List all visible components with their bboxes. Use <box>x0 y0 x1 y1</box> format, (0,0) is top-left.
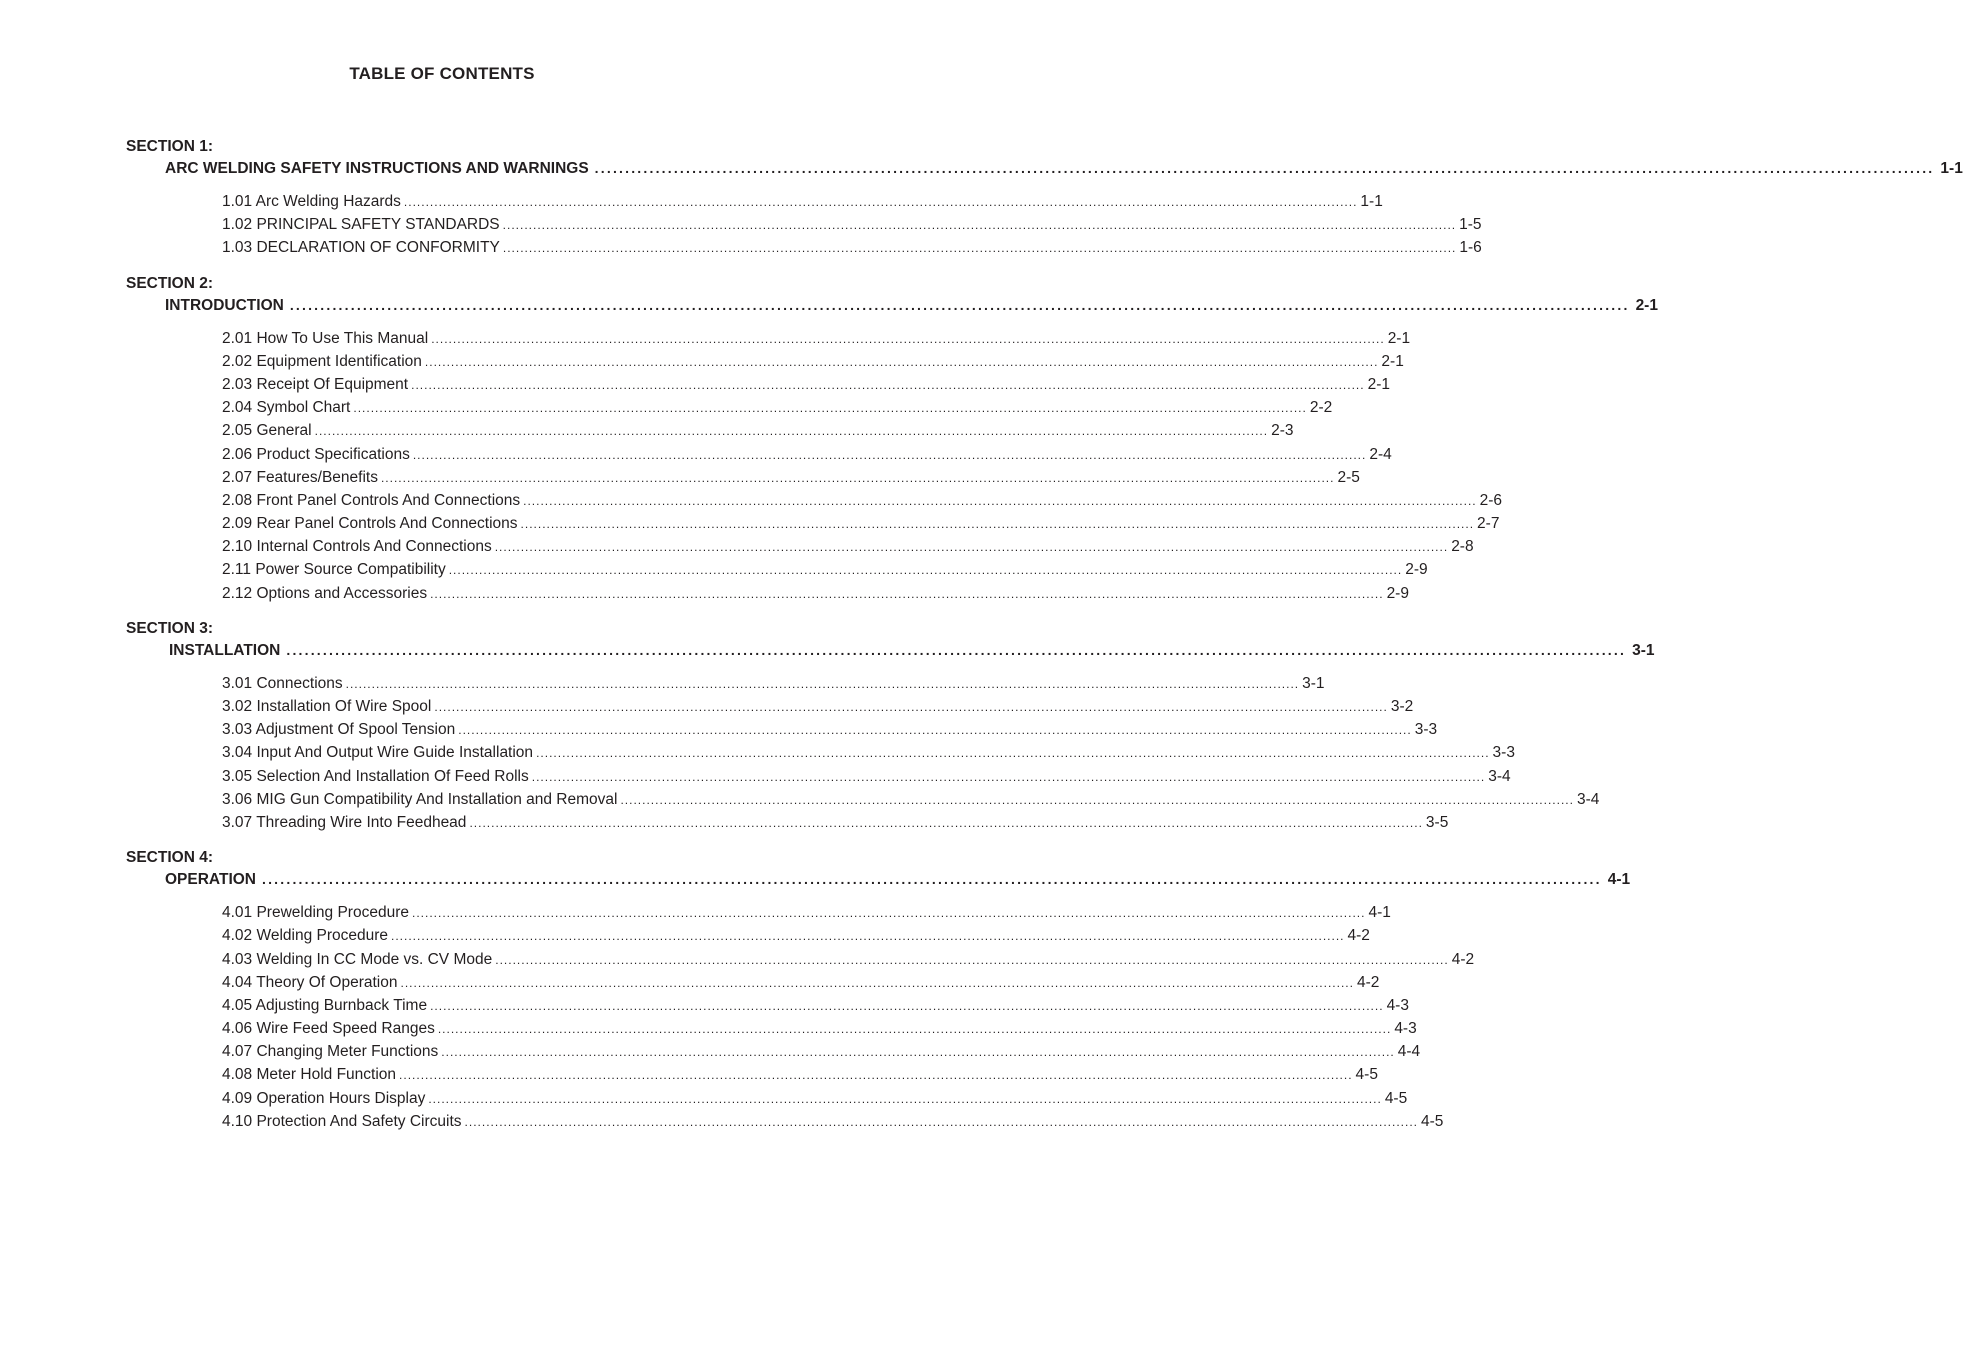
toc-entry[interactable] <box>222 419 1294 442</box>
entry-title: 1.03 DECLARATION OF CONFORMITY <box>222 239 500 257</box>
dot-leader: ............................................................................................................................................................................................................................ <box>494 540 1449 555</box>
dot-leader: ............................................................................................................................................................................................................................ <box>431 331 1385 346</box>
entry-page-number: 2-3 <box>1271 422 1294 440</box>
dot-leader: ............................................................................................................................................................................................................................ <box>286 641 1627 658</box>
entry-page-number: 2-7 <box>1477 515 1500 533</box>
entry-page-number: 2-1 <box>1367 375 1390 393</box>
entry-page-number: 2-9 <box>1405 561 1428 579</box>
toc-entry[interactable] <box>222 373 1390 396</box>
entry-page-number: 2-1 <box>1381 352 1404 370</box>
toc-entry[interactable] <box>222 1110 1444 1133</box>
dot-leader: ............................................................................................................................................................................................................................ <box>502 241 1457 256</box>
toc-entry[interactable] <box>222 396 1333 419</box>
entry-title: 4.08 Meter Hold Function <box>222 1066 397 1084</box>
entry-title: 2.09 Rear Panel Controls And Connections <box>222 515 518 533</box>
section-heading-link[interactable] <box>165 294 1658 316</box>
section-label: SECTION 3: <box>126 619 213 637</box>
toc-entry[interactable] <box>222 1087 1408 1110</box>
entry-page-number: 3-3 <box>1492 744 1515 762</box>
dot-leader: ............................................................................................................................................................................................................................ <box>441 1045 1395 1060</box>
toc-entry[interactable] <box>222 466 1360 489</box>
section-page-number: 2-1 <box>1635 296 1658 314</box>
entry-title: 2.03 Receipt Of Equipment <box>222 375 409 393</box>
section-label: SECTION 1: <box>126 138 213 155</box>
toc-entry[interactable] <box>222 236 1482 259</box>
toc-entry[interactable] <box>222 327 1411 350</box>
entry-title: 3.02 Installation Of Wire Spool <box>222 698 432 715</box>
entry-title: 2.01 How To Use This Manual <box>222 329 429 347</box>
toc-entry[interactable] <box>222 901 1391 924</box>
entry-title: 3.01 Connections <box>222 674 343 692</box>
dot-leader: ............................................................................................................................................................................................................................ <box>380 470 1335 485</box>
toc-entry[interactable] <box>222 971 1380 994</box>
dot-leader: ............................................................................................................................................................................................................................ <box>412 447 1367 462</box>
dot-leader: ............................................................................................................................................................................................................................ <box>523 493 1477 508</box>
toc-entry[interactable] <box>222 1063 1378 1086</box>
section-page-number: 3-1 <box>1632 641 1655 659</box>
dot-leader: ............................................................................................................................................................................................................................ <box>520 517 1475 532</box>
toc-entry[interactable] <box>222 350 1404 373</box>
dot-leader: ............................................................................................................................................................................................................................ <box>469 815 1423 830</box>
toc-entry[interactable] <box>222 443 1392 466</box>
entry-page-number: 4-5 <box>1421 1112 1444 1130</box>
entry-page-number: 3-3 <box>1414 721 1438 739</box>
toc-section <box>126 618 1655 834</box>
dot-leader: ............................................................................................................................................................................................................................ <box>411 906 1366 921</box>
entry-title: 2.05 General <box>222 422 312 440</box>
toc-section <box>126 273 1658 605</box>
entry-page-number: 2-4 <box>1369 445 1392 463</box>
entry-page-number: 2-2 <box>1309 399 1333 417</box>
entry-page-number: 2-6 <box>1479 491 1503 509</box>
toc-entry[interactable] <box>222 582 1409 605</box>
entry-page-number: 3-1 <box>1302 674 1325 692</box>
entry-page-number: 4-3 <box>1394 1020 1417 1038</box>
toc-entry[interactable] <box>222 190 1383 213</box>
entry-title: 3.04 Input And Output Wire Guide Installation <box>222 744 534 762</box>
dot-leader: ............................................................................................................................................................................................................................ <box>430 586 1384 601</box>
toc-entry[interactable] <box>222 535 1474 558</box>
entry-page-number: 2-5 <box>1337 468 1360 486</box>
entry-title: 4.09 Operation Hours Display <box>222 1089 426 1107</box>
toc-section <box>126 847 1631 1133</box>
dot-leader: ............................................................................................................................................................................................................................ <box>403 195 1358 209</box>
toc-entry[interactable] <box>222 924 1370 947</box>
entry-title: 4.04 Theory Of Operation <box>222 973 398 991</box>
entry-title: 2.10 Internal Controls And Connections <box>222 538 492 556</box>
dot-leader: ............................................................................................................................................................................................................................ <box>448 563 1403 578</box>
toc-entry[interactable] <box>222 558 1428 581</box>
dot-leader: ............................................................................................................................................................................................................................ <box>399 1068 1353 1083</box>
entry-title: 2.12 Options and Accessories <box>222 584 428 602</box>
toc-entry[interactable] <box>222 765 1511 788</box>
toc-entry[interactable] <box>222 1017 1417 1040</box>
entry-page-number: 3-2 <box>1390 698 1414 715</box>
entry-title: 3.06 MIG Gun Compatibility And Installation and Removal <box>222 790 618 808</box>
entry-page-number: 1-1 <box>1360 193 1383 210</box>
section-page-number: 1-1 <box>1940 160 1963 177</box>
entry-title: 1.01 Arc Welding Hazards <box>222 193 401 210</box>
entry-title: 2.06 Product Specifications <box>222 445 410 463</box>
entry-page-number: 4-4 <box>1397 1043 1421 1061</box>
dot-leader: ............................................................................................................................................................................................................................ <box>437 1022 1392 1037</box>
entry-title: 2.08 Front Panel Controls And Connections <box>222 491 521 509</box>
dot-leader: ............................................................................................................................................................................................................................ <box>391 929 1345 944</box>
dot-leader: ............................................................................................................................................................................................................................ <box>314 424 1269 439</box>
section-heading-link[interactable] <box>165 157 1963 179</box>
dot-leader: ............................................................................................................................................................................................................................ <box>424 354 1379 369</box>
entry-page-number: 4-5 <box>1355 1066 1378 1084</box>
entry-title: 2.04 Symbol Chart <box>222 399 351 417</box>
entry-page-number: 2-8 <box>1451 538 1474 556</box>
toc-entry[interactable] <box>222 948 1475 971</box>
dot-leader: ............................................................................................................................................................................................................................ <box>400 975 1354 990</box>
dot-leader: ............................................................................................................................................................................................................................ <box>345 676 1300 691</box>
section-heading-link[interactable] <box>165 868 1631 890</box>
dot-leader: ............................................................................................................................................................................................................................ <box>620 792 1574 807</box>
toc-entry[interactable] <box>222 741 1515 764</box>
entry-title: 2.02 Equipment Identification <box>222 352 422 370</box>
entry-title: 4.05 Adjusting Burnback Time <box>222 996 428 1014</box>
entry-page-number: 4-2 <box>1347 927 1370 945</box>
entry-title: 4.07 Changing Meter Functions <box>222 1043 439 1061</box>
entry-page-number: 1-5 <box>1459 216 1482 234</box>
toc-entry[interactable] <box>222 788 1600 811</box>
toc-entry[interactable] <box>222 1040 1421 1063</box>
dot-leader: ............................................................................................................................................................................................................................ <box>495 952 1449 967</box>
entry-page-number: 4-1 <box>1368 904 1391 922</box>
section-label: SECTION 2: <box>126 274 213 292</box>
section-page-number: 4-1 <box>1607 871 1631 889</box>
dot-leader: ............................................................................................................................................................................................................................ <box>353 401 1307 416</box>
toc-entry[interactable] <box>222 811 1449 834</box>
toc-entry[interactable] <box>222 994 1409 1017</box>
toc-entry[interactable] <box>222 213 1482 236</box>
dot-leader: ............................................................................................................................................................................................................................ <box>536 746 1490 761</box>
toc-entry[interactable] <box>222 695 1414 718</box>
entry-page-number: 4-3 <box>1386 996 1409 1014</box>
entry-page-number: 2-9 <box>1386 584 1409 602</box>
dot-leader: ............................................................................................................................................................................................................................ <box>464 1114 1419 1129</box>
toc-entry[interactable] <box>222 512 1500 535</box>
dot-leader: ............................................................................................................................................................................................................................ <box>458 723 1412 738</box>
dot-leader: ............................................................................................................................................................................................................................ <box>430 998 1384 1013</box>
entry-title: 4.01 Prewelding Procedure <box>222 904 409 922</box>
dot-leader: ............................................................................................................................................................................................................................ <box>262 871 1602 888</box>
entry-title: 4.10 Protection And Safety Circuits <box>222 1112 462 1130</box>
dot-leader: ............................................................................................................................................................................................................................ <box>411 377 1365 392</box>
section-heading-title: OPERATION <box>165 871 256 889</box>
dot-leader: ............................................................................................................................................................................................................................ <box>594 160 1935 176</box>
entry-title: 3.07 Threading Wire Into Feedhead <box>222 813 467 831</box>
section-heading-title: INTRODUCTION <box>165 296 284 314</box>
toc-entry[interactable] <box>222 718 1438 741</box>
entry-title: 4.03 Welding In CC Mode vs. CV Mode <box>222 950 493 968</box>
entry-page-number: 1-6 <box>1459 239 1482 257</box>
entry-page-number: 4-2 <box>1451 950 1475 968</box>
entry-title: 2.11 Power Source Compatibility <box>222 561 446 579</box>
dot-leader: ............................................................................................................................................................................................................................ <box>502 218 1457 233</box>
entry-page-number: 4-5 <box>1384 1089 1408 1107</box>
section-heading-title: ARC WELDING SAFETY INSTRUCTIONS AND WARNINGS <box>165 160 589 177</box>
toc-entry[interactable] <box>222 672 1325 695</box>
entry-title: 4.06 Wire Feed Speed Ranges <box>222 1020 435 1038</box>
dot-leader: ............................................................................................................................................................................................................................ <box>428 1091 1382 1106</box>
page-title: TABLE OF CONTENTS <box>349 64 535 83</box>
dot-leader: ............................................................................................................................................................................................................................ <box>531 769 1486 784</box>
section-heading-title: INSTALLATION <box>169 641 281 659</box>
dot-leader: ............................................................................................................................................................................................................................ <box>289 296 1630 313</box>
entry-title: 3.05 Selection And Installation Of Feed Rolls <box>222 767 529 785</box>
entry-title: 2.07 Features/Benefits <box>222 468 378 486</box>
section-label: SECTION 4: <box>126 849 213 867</box>
entry-title: 3.03 Adjustment Of Spool Tension <box>222 721 456 739</box>
table-of-contents <box>126 136 1963 1146</box>
section-heading-link[interactable] <box>169 639 1655 661</box>
entry-title: 4.02 Welding Procedure <box>222 927 389 945</box>
entry-title: 1.02 PRINCIPAL SAFETY STANDARDS <box>222 216 500 234</box>
entry-page-number: 3-4 <box>1576 790 1600 808</box>
dot-leader: ............................................................................................................................................................................................................................ <box>434 700 1388 714</box>
toc-entry[interactable] <box>222 489 1503 512</box>
toc-section <box>126 136 1963 260</box>
entry-page-number: 3-4 <box>1488 767 1511 785</box>
entry-page-number: 4-2 <box>1356 973 1380 991</box>
entry-page-number: 3-5 <box>1425 813 1449 831</box>
entry-page-number: 2-1 <box>1387 329 1411 347</box>
